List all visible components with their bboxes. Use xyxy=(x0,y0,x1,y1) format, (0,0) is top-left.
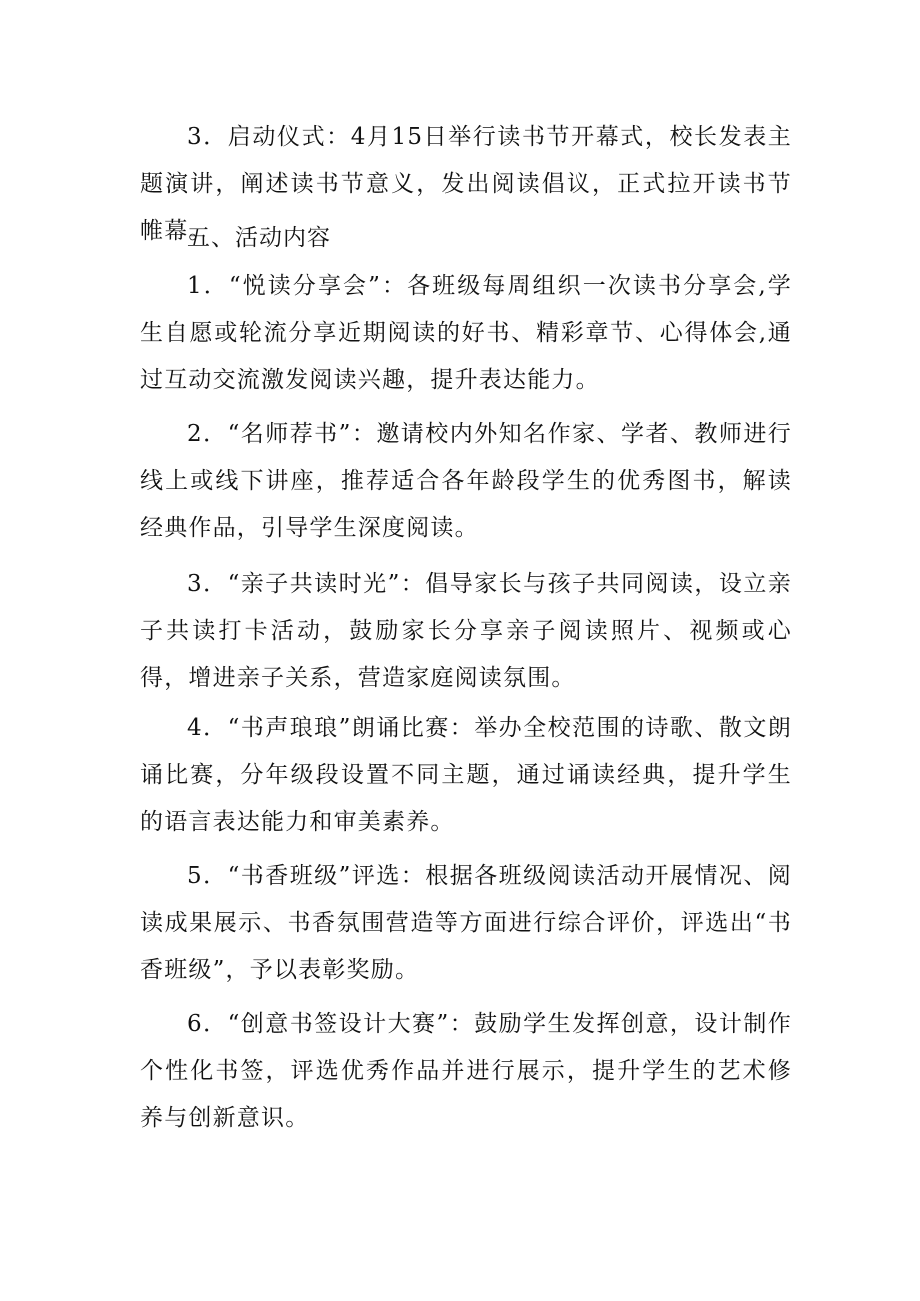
intro-paragraph: 3．启动仪式：4月15日举行读书节开幕式，校长发表主题演讲，阐述读书节意义，发出阅读倡议，正式拉开读书节帷幕。 xyxy=(140,124,792,244)
list-item-4: 4．“书声琅琅”朗诵比赛：举办全校范围的诗歌、散文朗诵比赛，分年级段设置不同主题，通过诵读经典，提升学生的语言表达能力和审美素养。 xyxy=(140,715,792,835)
list-item-1: 1．“悦读分享会”：各班级每周组织一次读书分享会,学生自愿或轮流分享近期阅读的好书、精彩章节、心得体会,通过互动交流激发阅读兴趣，提升表达能力。 xyxy=(140,273,792,393)
list-item-5: 5．“书香班级”评选：根据各班级阅读活动开展情况、阅读成果展示、书香氛围营造等方面进行综合评价，评选出“书香班级”，予以表彰奖励。 xyxy=(140,863,792,983)
section-heading: 五、活动内容 xyxy=(187,225,331,251)
list-item-3: 3．“亲子共读时光”：倡导家长与孩子共同阅读，设立亲子共读打卡活动，鼓励家长分享亲子阅读照片、视频或心得，增进亲子关系，营造家庭阅读氛围。 xyxy=(140,571,792,691)
list-item-2: 2．“名师荐书”：邀请校内外知名作家、学者、教师进行线上或线下讲座，推荐适合各年龄段学生的优秀图书，解读经典作品，引导学生深度阅读。 xyxy=(140,421,792,541)
list-item-6: 6．“创意书签设计大赛”：鼓励学生发挥创意，设计制作个性化书签，评选优秀作品并进行展示，提升学生的艺术修养与创新意识。 xyxy=(140,1011,792,1131)
